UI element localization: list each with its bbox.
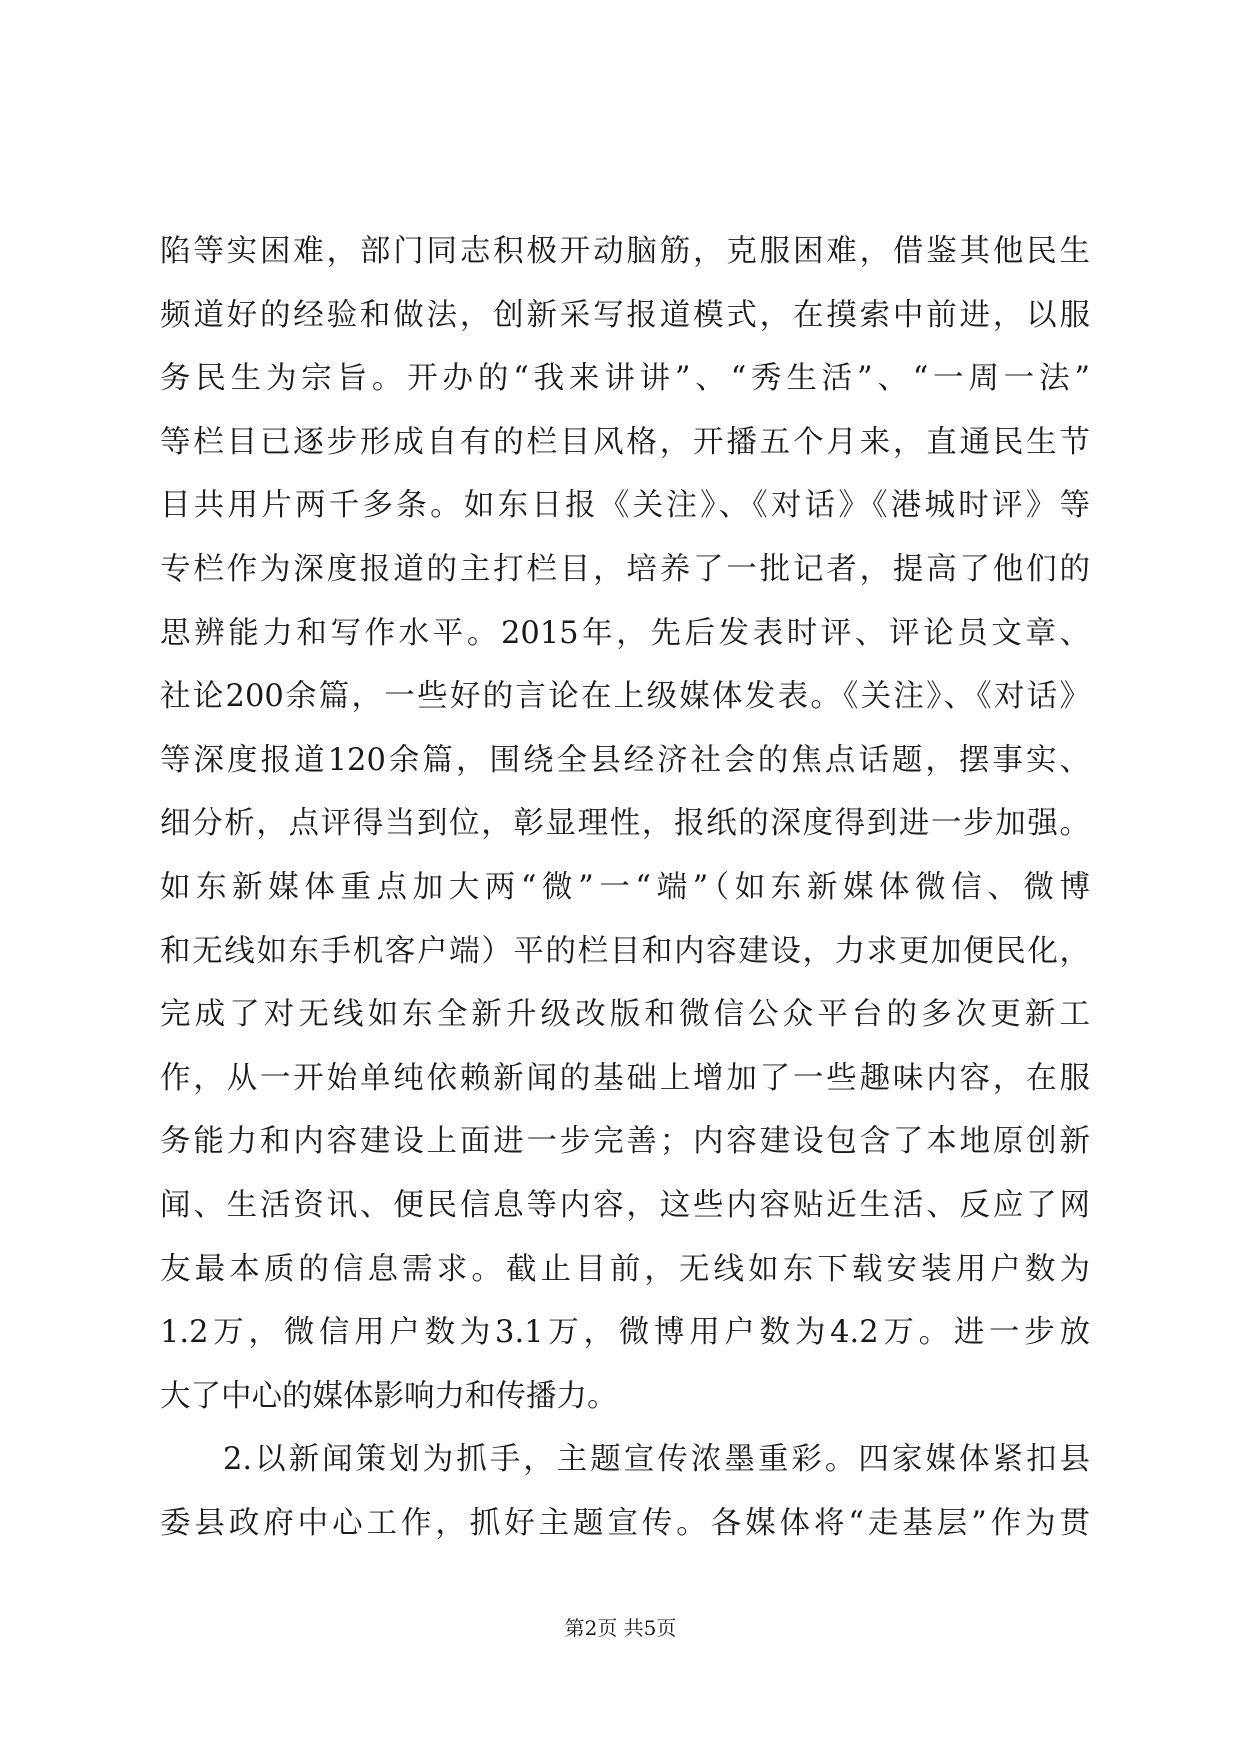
text-line: 如东新媒体重点加大两“微”一“端”（如东新媒体微信、微博 (160, 869, 1090, 905)
paragraph-first-line: 2.以新闻策划为抓手，主题宣传浓墨重彩。四家媒体紧扣县 (223, 1442, 1090, 1478)
text-line: 大了中心的媒体影响力和传播力。 (160, 1378, 618, 1414)
text-line: 目共用片两千多条。如东日报《关注》、《对话》《港城时评》等 (160, 488, 1090, 524)
text-line: 社论200余篇，一些好的言论在上级媒体发表。《关注》、《对话》 (160, 679, 1090, 715)
text-line: 完成了对无线如东全新升级改版和微信公众平台的多次更新工 (160, 997, 1090, 1033)
text-line: 1.2万，微信用户数为3.1万，微博用户数为4.2万。进一步放 (160, 1315, 1090, 1351)
body-text (160, 234, 1090, 1572)
text-line: 等深度报道120余篇，围绕全县经济社会的焦点话题，摆事实、 (160, 742, 1090, 778)
text-line: 务民生为宗旨。开办的“我来讲讲”、“秀生活”、“一周一法” (160, 361, 1090, 397)
text-line: 闻、生活资讯、便民信息等内容，这些内容贴近生活、反应了网 (160, 1187, 1090, 1223)
text-line: 陷等实困难，部门同志积极开动脑筋，克服困难，借鉴其他民生 (160, 234, 1090, 269)
text-line: 思辨能力和写作水平。2015年，先后发表时评、评论员文章、 (160, 615, 1090, 651)
text-line: 委县政府中心工作，抓好主题宣传。各媒体将“走基层”作为贯 (160, 1505, 1090, 1541)
text-line: 和无线如东手机客户端）平的栏目和内容建设，力求更加便民化， (160, 933, 1090, 969)
page-footer: 第2页 共5页 (564, 1616, 677, 1640)
text-line: 专栏作为深度报道的主打栏目，培养了一批记者，提高了他们的 (160, 551, 1090, 587)
text-line: 细分析，点评得当到位，彰显理性，报纸的深度得到进一步加强。 (160, 806, 1090, 842)
text-line: 频道好的经验和做法，创新采写报道模式，在摸索中前进，以服 (160, 297, 1090, 333)
text-line: 务能力和内容建设上面进一步完善；内容建设包含了本地原创新 (160, 1124, 1090, 1160)
text-line: 友最本质的信息需求。截止目前，无线如东下载安装用户数为 (160, 1251, 1090, 1287)
text-line: 作，从一开始单纯依赖新闻的基础上增加了一些趣味内容，在服 (160, 1060, 1090, 1096)
text-line: 等栏目已逐步形成自有的栏目风格，开播五个月来，直通民生节 (160, 424, 1090, 460)
